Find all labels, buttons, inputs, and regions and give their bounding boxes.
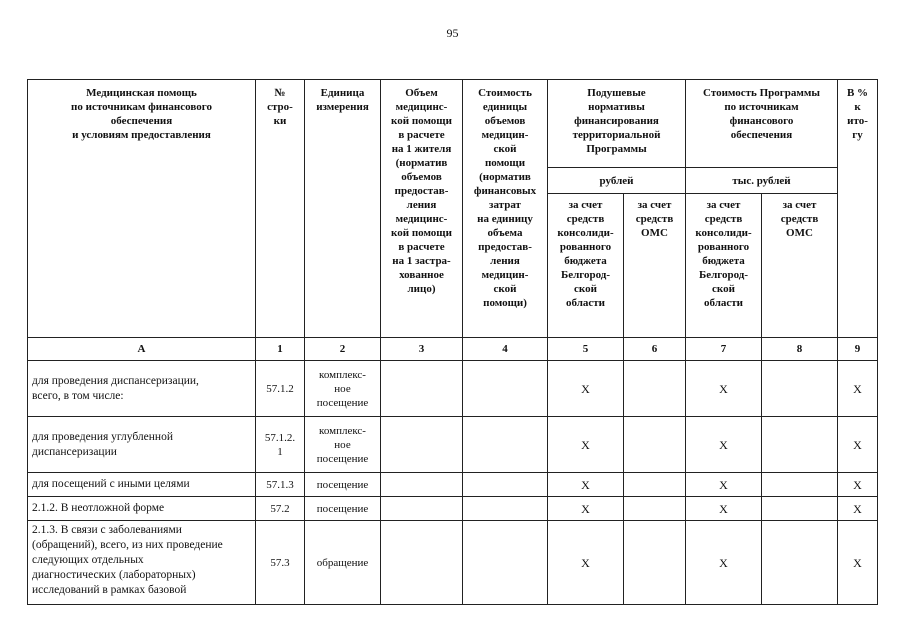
index-cell: 2: [305, 338, 381, 361]
header-thousand-rubles: тыс. рублей: [686, 168, 838, 194]
cell-empty: [381, 473, 463, 497]
index-cell: А: [28, 338, 256, 361]
index-row: [28, 338, 878, 361]
row-unit: посещение: [305, 497, 381, 521]
cell-empty: [762, 361, 838, 417]
index-cell: 1: [256, 338, 305, 361]
cell-empty: [463, 417, 548, 473]
row-label: для проведения диспансеризации, всего, в том числе:: [28, 361, 256, 417]
header-unit: Единица измерения: [305, 80, 381, 338]
cell-empty: [624, 361, 686, 417]
cell-empty: [381, 361, 463, 417]
header-percent-total: В % к ито- гу: [838, 80, 878, 338]
row-unit: посещение: [305, 473, 381, 497]
cell-empty: [381, 497, 463, 521]
table-row: [28, 417, 878, 473]
header-row-1: [28, 80, 878, 168]
cell-empty: [624, 417, 686, 473]
index-cell: 5: [548, 338, 624, 361]
cell-mark: Х: [548, 417, 624, 473]
cell-empty: [762, 417, 838, 473]
row-unit: комплекс- ное посещение: [305, 361, 381, 417]
cell-mark: Х: [548, 497, 624, 521]
cell-mark: Х: [686, 361, 762, 417]
page-number: 95: [446, 26, 459, 40]
cell-mark: Х: [686, 417, 762, 473]
row-label: для посещений с иными целями: [28, 473, 256, 497]
header-budget-5: за счет средств консолиди- рованного бюджета Белгород- ской области: [548, 194, 624, 338]
financing-table: [27, 79, 878, 605]
index-cell: 4: [463, 338, 548, 361]
index-cell: 6: [624, 338, 686, 361]
cell-mark: Х: [838, 361, 878, 417]
cell-mark: Х: [686, 521, 762, 605]
header-oms-8: за счет средств ОМС: [762, 194, 838, 338]
cell-empty: [762, 497, 838, 521]
table-row: [28, 497, 878, 521]
cell-mark: Х: [838, 417, 878, 473]
row-code: 57.1.2: [256, 361, 305, 417]
cell-mark: Х: [686, 497, 762, 521]
cell-mark: Х: [548, 473, 624, 497]
cell-mark: Х: [686, 473, 762, 497]
header-rubles: рублей: [548, 168, 686, 194]
cell-empty: [762, 521, 838, 605]
cell-empty: [381, 417, 463, 473]
row-code: 57.2: [256, 497, 305, 521]
cell-empty: [624, 473, 686, 497]
row-label: 2.1.2. В неотложной форме: [28, 497, 256, 521]
table-row: [28, 361, 878, 417]
index-cell: 8: [762, 338, 838, 361]
header-oms-6: за счет средств ОМС: [624, 194, 686, 338]
cell-empty: [463, 361, 548, 417]
header-cost-per-unit: Стоимость единицы объемов медицин- ской помощи (норматив финансовых затрат на единицу объема предостав- ления медицин- ской помощи): [463, 80, 548, 338]
cell-empty: [463, 521, 548, 605]
row-code: 57.1.2. 1: [256, 417, 305, 473]
financing-table-wrapper: [27, 79, 877, 605]
cell-mark: Х: [838, 521, 878, 605]
row-label: для проведения углубленной диспансеризации: [28, 417, 256, 473]
cell-empty: [624, 521, 686, 605]
header-row-number: № стро- ки: [256, 80, 305, 338]
header-volume: Объем медицинс- кой помощи в расчете на 1 жителя (норматив объемов предостав- ления медицинс- кой помощи в расчете на 1 застра- хованное лицо): [381, 80, 463, 338]
cell-mark: Х: [548, 521, 624, 605]
header-budget-7: за счет средств консолиди- рованного бюджета Белгород- ской области: [686, 194, 762, 338]
cell-mark: Х: [838, 473, 878, 497]
cell-mark: Х: [838, 497, 878, 521]
table-row: [28, 521, 878, 605]
row-unit: обращение: [305, 521, 381, 605]
cell-empty: [624, 497, 686, 521]
table-row: [28, 473, 878, 497]
index-cell: 7: [686, 338, 762, 361]
cell-empty: [463, 497, 548, 521]
header-program-cost: Стоимость Программы по источникам финансового обеспечения: [686, 80, 838, 168]
cell-mark: Х: [548, 361, 624, 417]
row-unit: комплекс- ное посещение: [305, 417, 381, 473]
cell-empty: [381, 521, 463, 605]
cell-empty: [762, 473, 838, 497]
row-code: 57.3: [256, 521, 305, 605]
header-per-capita-norms: Подушевые нормативы финансирования территориальной Программы: [548, 80, 686, 168]
header-medical-care: Медицинская помощь по источникам финансового обеспечения и условиям предоставления: [28, 80, 256, 338]
row-label: 2.1.3. В связи с заболеваниями (обращений), всего, из них проведение следующих отдельных диагностических (лабораторных) исследований в рамках базовой: [28, 521, 256, 605]
cell-empty: [463, 473, 548, 497]
row-code: 57.1.3: [256, 473, 305, 497]
index-cell: 9: [838, 338, 878, 361]
index-cell: 3: [381, 338, 463, 361]
